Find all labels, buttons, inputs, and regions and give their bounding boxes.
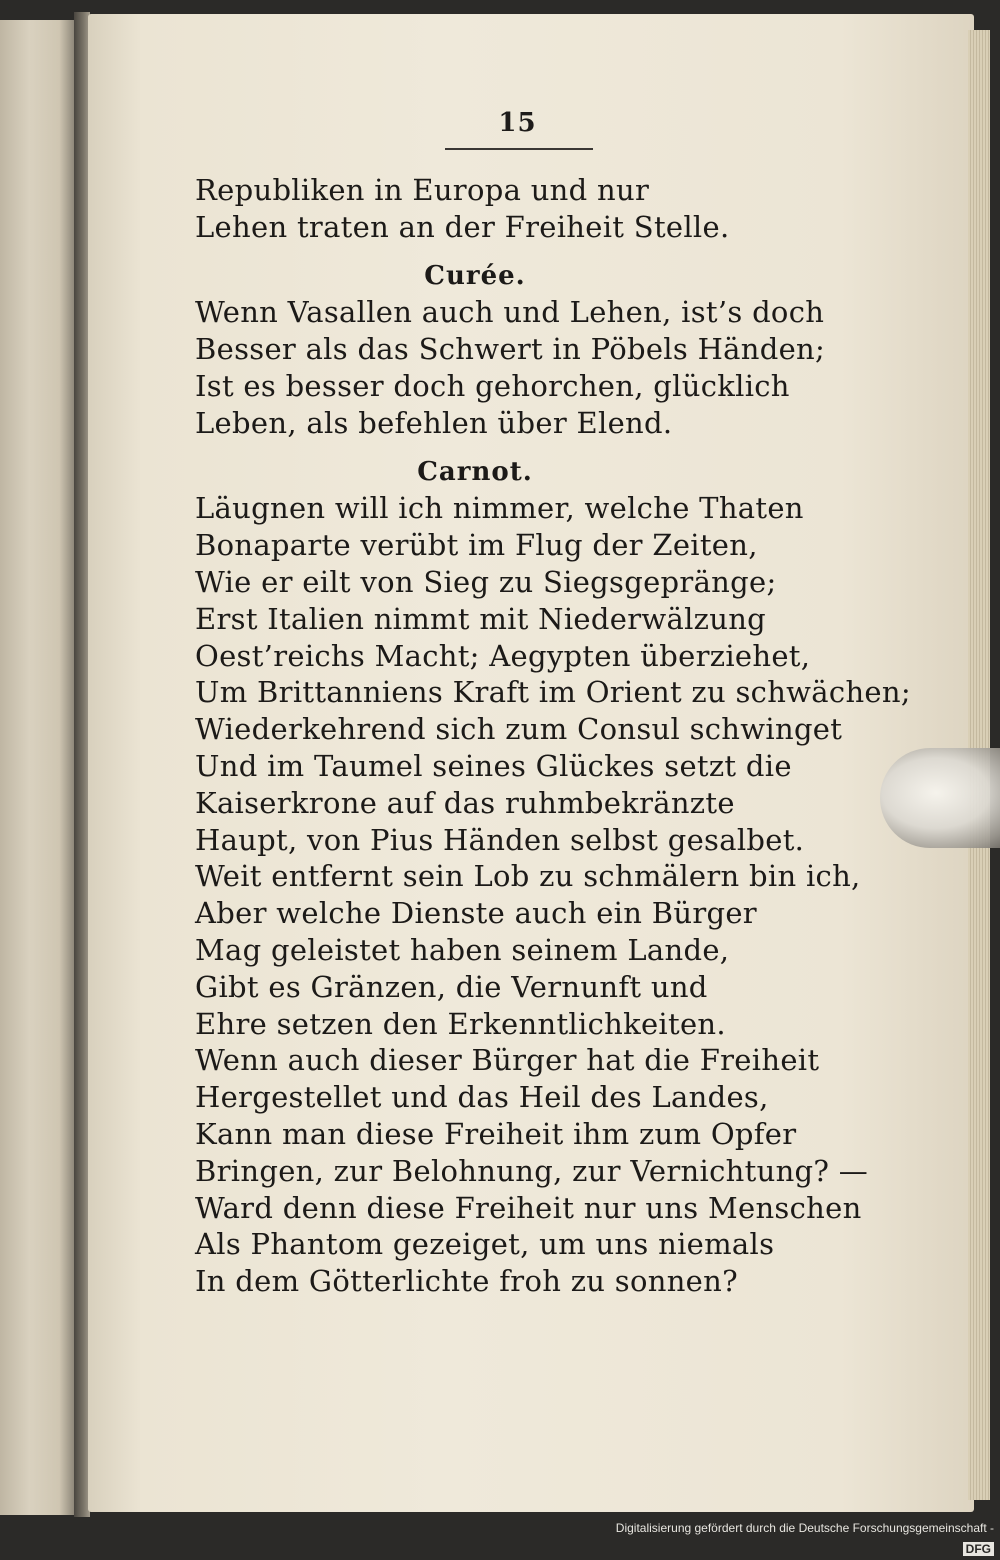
text-line: Wenn Vasallen auch und Lehen, ist’s doch <box>195 295 825 330</box>
previous-page-edge <box>0 20 74 1515</box>
text-line: Haupt, von Pius Händen selbst gesalbet. <box>195 822 805 857</box>
text-line: Lehen traten an der Freiheit Stelle. <box>195 209 730 244</box>
page-number-rule <box>445 148 593 150</box>
text-line: Hergestellet und das Heil des Landes, <box>195 1080 769 1115</box>
text-line: Besser als das Schwert in Pöbels Händen; <box>195 332 826 367</box>
text-line: Weit entfernt sein Lob zu schmälern bin ich, <box>195 859 861 894</box>
poem-text <box>195 172 911 1300</box>
text-line: Ehre setzen den Erkenntlichkeiten. <box>195 1006 726 1041</box>
section-heading: Curée. <box>424 260 526 291</box>
text-line: Oest’reichs Macht; Aegypten überziehet, <box>195 638 811 673</box>
text-line: Um Brittanniens Kraft im Orient zu schwächen; <box>195 675 911 710</box>
text-line: Mag geleistet haben seinem Lande, <box>195 932 730 967</box>
credit-text: Digitalisierung gefördert durch die Deutsche Forschungsgemeinschaft - <box>615 1521 994 1535</box>
text-line: In dem Götterlichte froh zu sonnen? <box>195 1264 738 1299</box>
dfg-logo: DFG <box>963 1542 994 1556</box>
text-line: Wenn auch dieser Bürger hat die Freiheit <box>195 1043 820 1078</box>
section-gap <box>195 442 895 454</box>
text-line: Bonaparte verübt im Flug der Zeiten, <box>195 528 758 563</box>
text-line: Gibt es Gränzen, die Vernunft und <box>195 969 708 1004</box>
thumb-shadow <box>880 748 1000 848</box>
text-line: Republiken in Europa und nur <box>195 173 650 207</box>
text-line: Als Phantom gezeiget, um uns niemals <box>195 1227 775 1262</box>
page-number: 15 <box>498 108 537 138</box>
text-line: Erst Italien nimmt mit Niederwälzung <box>195 601 767 636</box>
text-line: Bringen, zur Belohnung, zur Vernichtung? — <box>195 1153 869 1188</box>
text-line: Kaiserkrone auf das ruhmbekränzte <box>195 785 735 820</box>
section-heading: Carnot. <box>417 456 533 487</box>
text-line: Wie er eilt von Sieg zu Siegsgepränge; <box>195 564 777 599</box>
text-line: Kann man diese Freiheit ihm zum Opfer <box>195 1116 797 1151</box>
section-gap <box>195 246 895 258</box>
text-line: Ward denn diese Freiheit nur uns Menschen <box>195 1190 862 1225</box>
text-line: Leben, als befehlen über Elend. <box>195 405 673 440</box>
text-line: Aber welche Dienste auch ein Bürger <box>195 896 757 931</box>
text-line: Läugnen will ich nimmer, welche Thaten <box>195 491 804 526</box>
text-line: Und im Taumel seines Glückes setzt die <box>195 748 792 783</box>
text-line: Wiederkehrend sich zum Consul schwinget <box>195 712 843 747</box>
digitization-credit <box>600 1518 1000 1556</box>
text-line: Ist es besser doch gehorchen, glücklich <box>195 368 790 403</box>
